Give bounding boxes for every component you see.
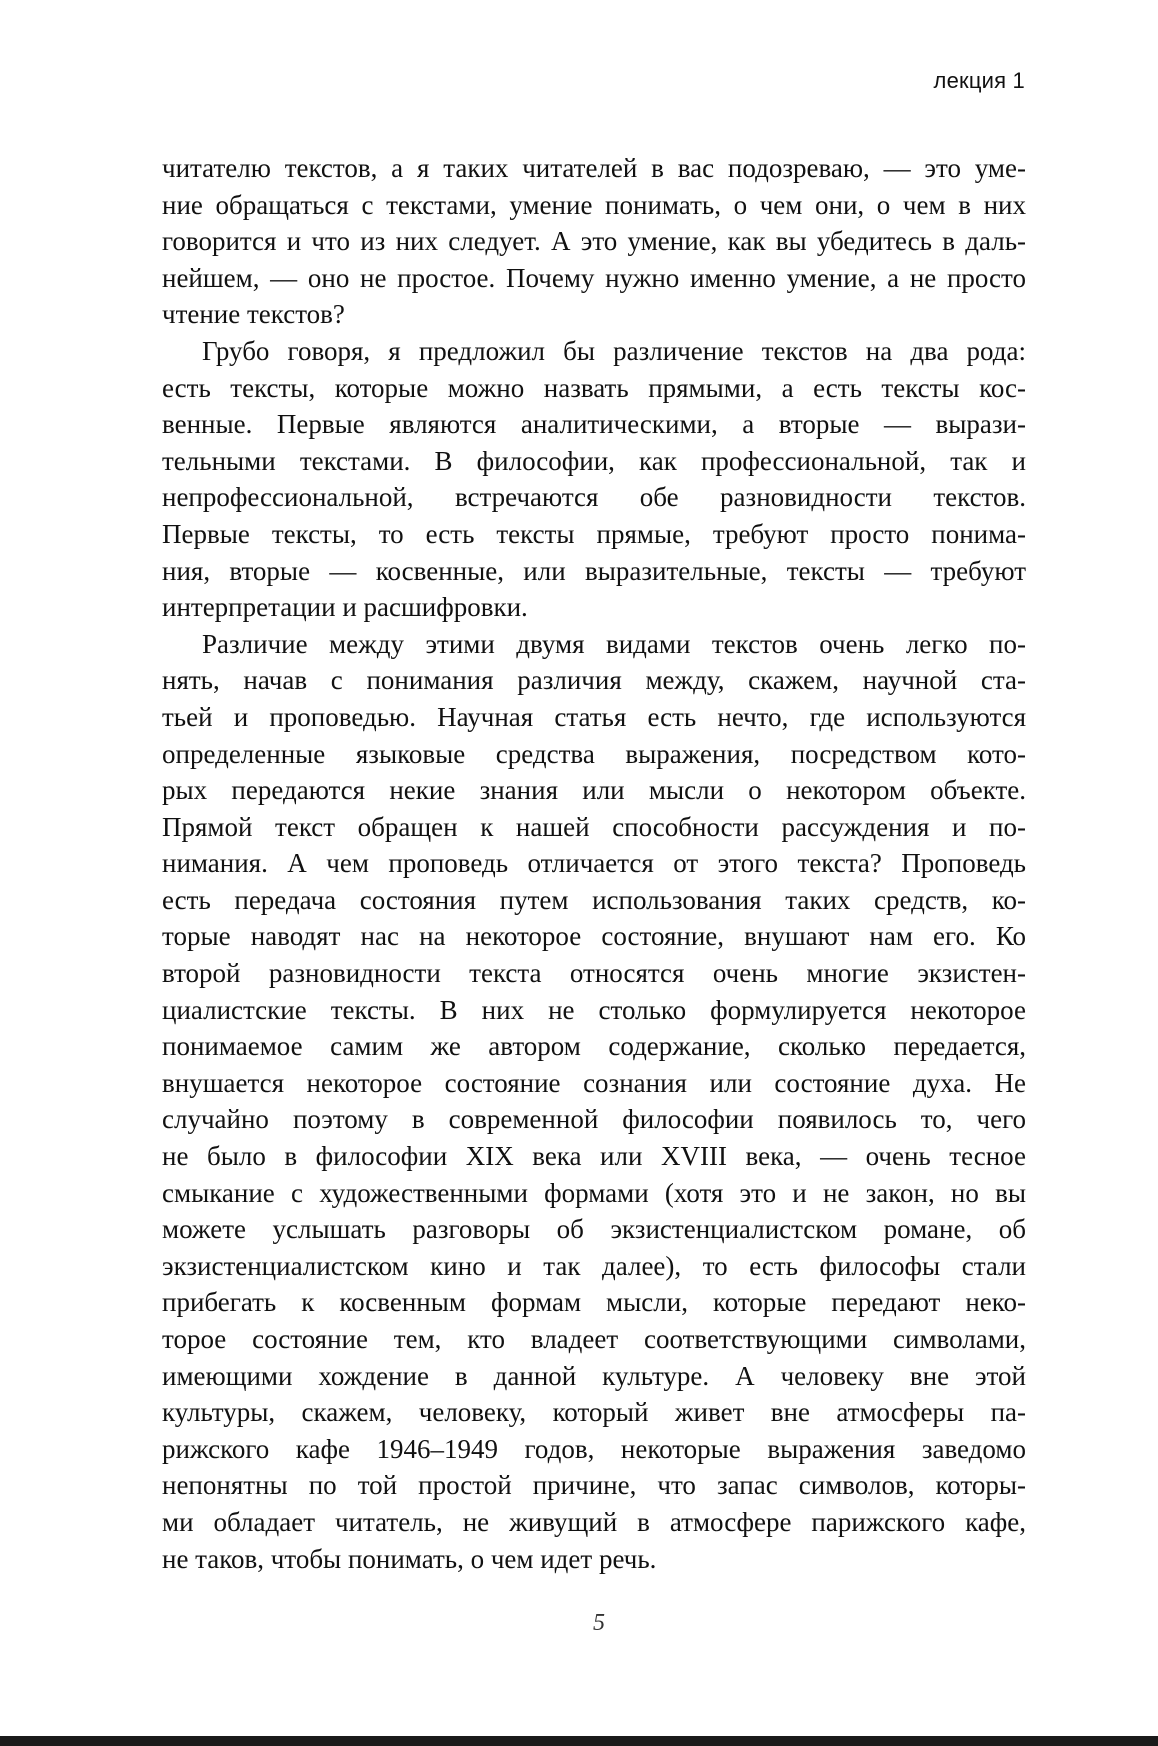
text-line: непрофессиональной, встречаются обе разновидности текстов. [162,482,1026,513]
text-line: Первые тексты, то есть тексты прямые, требуют просто понима- [162,518,1026,549]
text-line: можете услышать разговоры об экзистенциалистском романе, об [162,1214,1026,1245]
text-line: торые наводят нас на некоторое состояние, внушают нам его. Ко [162,921,1026,952]
text-line: есть тексты, которые можно назвать прямыми, а есть тексты кос- [162,372,1026,403]
text-line: второй разновидности текста относятся очень многие экзистен- [162,958,1026,989]
text-line: понимаемое самим же автором содержание, сколько передается, [162,1031,1026,1062]
text-line: Прямой текст обращен к нашей способности рассуждения и по- [162,811,1026,842]
text-line: венные. Первые являются аналитическими, а вторые — вырази- [162,409,1026,440]
paragraph [162,150,1026,333]
text-line: нять, начав с понимания различия между, скажем, научной ста- [162,665,1026,696]
text-line: тельными текстами. В философии, как профессиональной, так и [162,445,1026,476]
text-line: интерпретации и расшифровки. [162,592,528,623]
text-line: нейшем, — оно не простое. Почему нужно именно умение, а не просто [162,262,1026,293]
text-line: есть передача состояния путем использования таких средств, ко- [162,884,1026,915]
text-line: смыкание с художественными формами (хотя это и не закон, но вы [162,1177,1026,1208]
paragraph [162,626,1026,1577]
text-line: не таков, чтобы понимать, о чем идет речь. [162,1543,657,1574]
text-line: культуры, скажем, человеку, который живет вне атмосферы па- [162,1397,1026,1428]
text-line: тьей и проповедью. Научная статья есть нечто, где используются [162,701,1026,732]
text-line: рых передаются некие знания или мысли о некотором объекте. [162,775,1026,806]
text-line: рижского кафе 1946–1949 годов, некоторые выражения заведомо [162,1433,1026,1464]
paragraph [162,333,1026,626]
running-head: лекция 1 [933,68,1025,93]
text-line: внушается некоторое состояние сознания или состояние духа. Не [162,1067,1026,1098]
text-line: чтение текстов? [162,299,345,330]
text-line: Грубо говоря, я предложил бы различение текстов на два рода: [202,335,1026,366]
text-line: непонятны по той простой причине, что запас символов, которы- [162,1470,1026,1501]
text-line: не было в философии XIX века или XVIII века, — очень тесное [162,1141,1026,1172]
text-line: говорится и что из них следует. А это умение, как вы убедитесь в даль- [162,226,1026,257]
scan-bottom-edge [0,1736,1158,1746]
text-line: циалистские тексты. В них не столько формулируется некоторое [162,994,1026,1025]
body-text [162,150,1026,1577]
text-line: определенные языковые средства выражения, посредством кото- [162,738,1026,769]
text-line: ми обладает читатель, не живущий в атмосфере парижского кафе, [162,1506,1026,1537]
page-number: 5 [593,1610,605,1636]
text-line: нимания. А чем проповедь отличается от этого текста? Проповедь [162,848,1026,879]
text-line: Различие между этими двумя видами текстов очень легко по- [202,628,1026,659]
text-line: прибегать к косвенным формам мысли, которые передают неко- [162,1287,1026,1318]
text-line: имеющими хождение в данной культуре. А человеку вне этой [162,1360,1026,1391]
text-line: ние обращаться с текстами, умение понимать, о чем они, о чем в них [162,189,1026,220]
text-line: случайно поэтому в современной философии появилось то, чего [162,1104,1026,1135]
text-line: торое состояние тем, кто владеет соответствующими символами, [162,1324,1026,1354]
text-line: экзистенциалистском кино и так далее), то есть философы стали [162,1250,1026,1281]
text-line: читателю текстов, а я таких читателей в вас подозреваю, — это уме- [162,153,1026,183]
text-line: ния, вторые — косвенные, или выразительные, тексты — требуют [162,555,1026,586]
